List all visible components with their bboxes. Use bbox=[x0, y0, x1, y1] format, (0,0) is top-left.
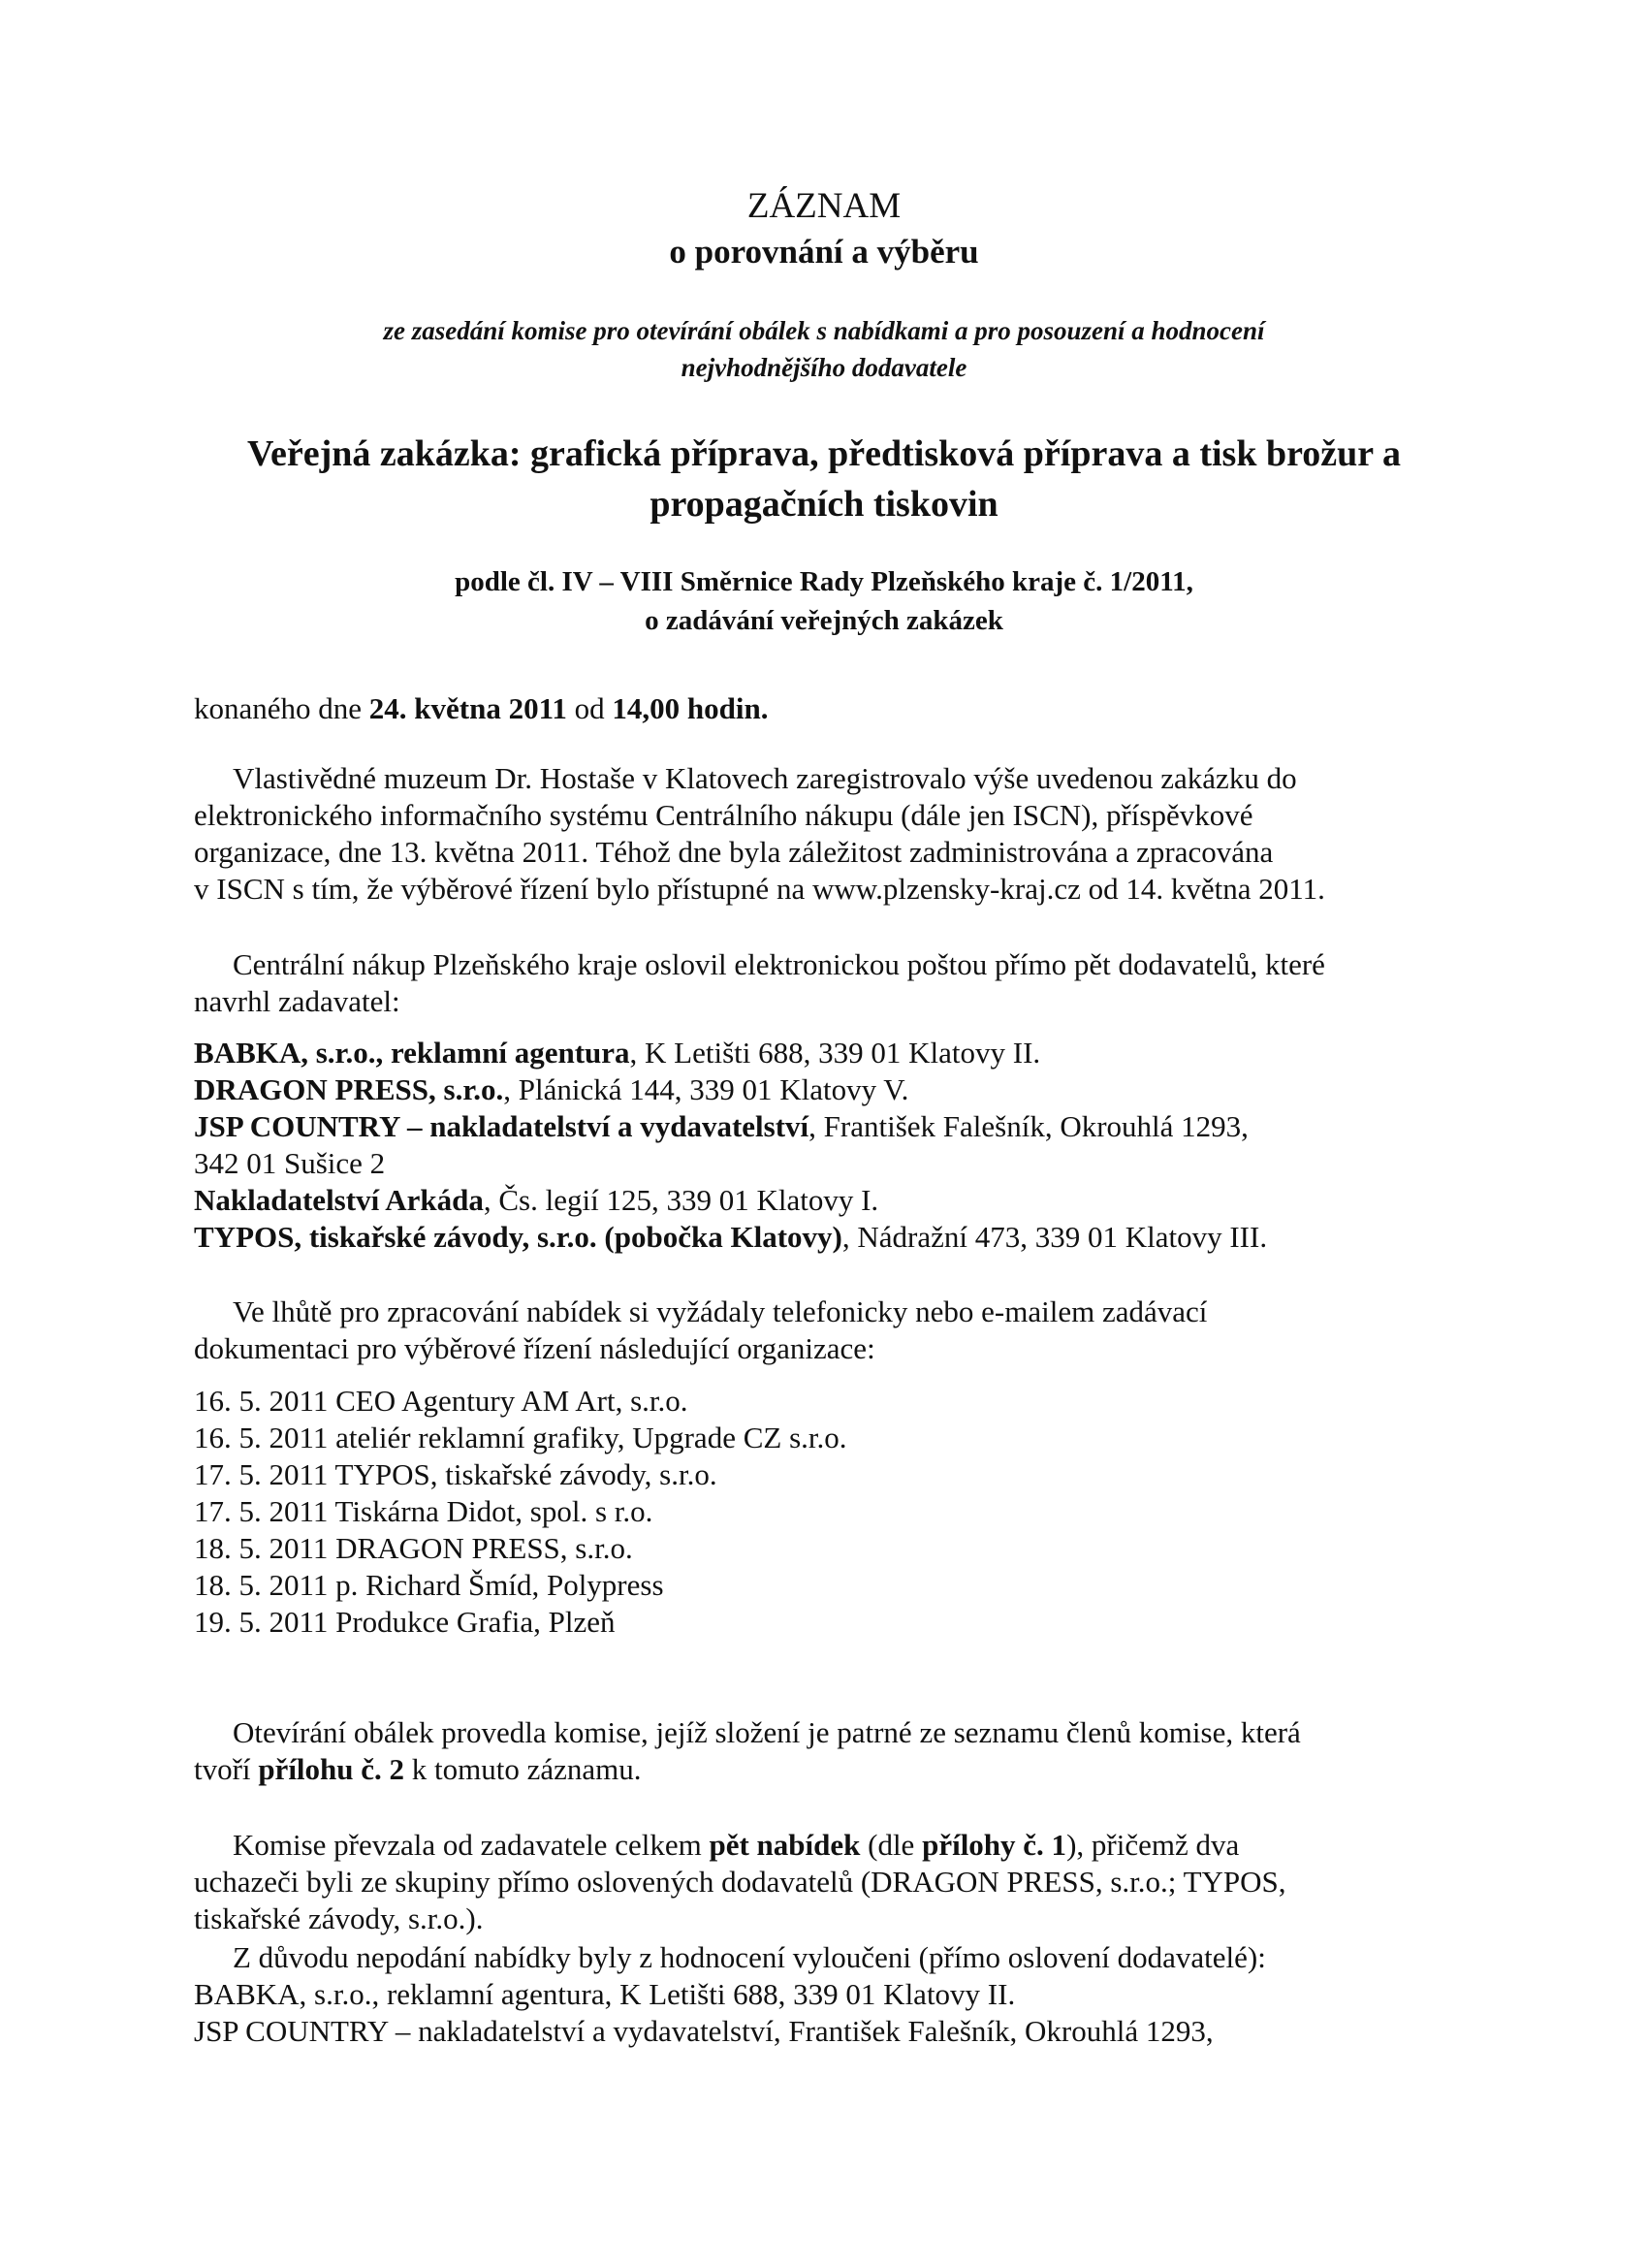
session-description bbox=[0, 312, 1648, 386]
annex-reference: přílohu č. 2 bbox=[258, 1752, 405, 1786]
supplier-item: 342 01 Sušice 2 bbox=[194, 1146, 386, 1180]
paragraph-line: Z důvodu nepodání nabídky byly z hodnocení vyloučeni (přímo oslovení dodavatelé): bbox=[233, 1940, 1266, 1974]
paragraph-line: organizace, dne 13. května 2011. Téhož dne byla záležitost zadministrována a zpracována bbox=[194, 835, 1274, 869]
tender-heading bbox=[0, 429, 1648, 529]
paragraph-line: tvoří přílohu č. 2 k tomuto záznamu. bbox=[194, 1752, 642, 1786]
request-item: 18. 5. 2011 p. Richard Šmíd, Polypress bbox=[194, 1568, 664, 1602]
paragraph-line: tiskařské závody, s.r.o.). bbox=[194, 1901, 484, 1935]
paragraph-line: Otevírání obálek provedla komise, jejíž složení je patrné ze seznamu členů komise, která bbox=[233, 1715, 1301, 1749]
paragraph-line: v ISCN s tím, že výběrové řízení bylo přístupné na www.plzensky-kraj.cz od 14. května 2011. bbox=[194, 872, 1325, 906]
document-title: ZÁZNAM bbox=[746, 186, 902, 226]
paragraph-line: Centrální nákup Plzeňského kraje oslovil elektronickou poštou přímo pět dodavatelů, které bbox=[233, 947, 1325, 981]
request-item: 17. 5. 2011 TYPOS, tiskařské závody, s.r.o. bbox=[194, 1457, 717, 1491]
supplier-item: DRAGON PRESS, s.r.o., Plánická 144, 339 01 Klatovy V. bbox=[194, 1072, 909, 1106]
request-item: 19. 5. 2011 Produkce Grafia, Plzeň bbox=[194, 1605, 616, 1639]
request-item: 16. 5. 2011 CEO Agentury AM Art, s.r.o. bbox=[194, 1384, 688, 1418]
paragraph-line: dokumentaci pro výběrové řízení následující organizace: bbox=[194, 1331, 875, 1365]
held-date: 24. května 2011 bbox=[368, 691, 567, 725]
paragraph-line: elektronického informačního systému Centrálního nákupu (dále jen ISCN), příspěvkové bbox=[194, 798, 1253, 832]
held-time: 14,00 hodin. bbox=[612, 691, 769, 725]
directive-reference bbox=[0, 562, 1648, 640]
document-subtitle: o porovnání a výběru bbox=[669, 233, 979, 271]
directive-line: podle čl. IV – VIII Směrnice Rady Plzeňského kraje č. 1/2011, bbox=[455, 566, 1193, 597]
paragraph-line: JSP COUNTRY – nakladatelství a vydavatelství, František Falešník, Okrouhlá 1293, bbox=[194, 2014, 1214, 2048]
supplier-item: Nakladatelství Arkáda, Čs. legií 125, 339 01 Klatovy I. bbox=[194, 1183, 879, 1217]
request-item: 18. 5. 2011 DRAGON PRESS, s.r.o. bbox=[194, 1531, 633, 1565]
tender-line: Veřejná zakázka: grafická příprava, předtisková příprava a tisk brožur a bbox=[247, 433, 1401, 474]
session-line: nejvhodnějšího dodavatele bbox=[681, 353, 967, 382]
directive-line: o zadávání veřejných zakázek bbox=[645, 605, 1003, 636]
paragraph-line: Vlastivědné muzeum Dr. Hostaše v Klatovech zaregistrovalo výše uvedenou zakázku do bbox=[233, 761, 1297, 795]
paragraph-line: navrhl zadavatel: bbox=[194, 984, 400, 1018]
paragraph-line: BABKA, s.r.o., reklamní agentura, K Letišti 688, 339 01 Klatovy II. bbox=[194, 1977, 1016, 2011]
supplier-item: TYPOS, tiskařské závody, s.r.o. (pobočka Klatovy), Nádražní 473, 339 01 Klatovy III. bbox=[194, 1220, 1268, 1254]
tender-line: propagačních tiskovin bbox=[650, 484, 998, 525]
supplier-item: JSP COUNTRY – nakladatelství a vydavatelství, František Falešník, Okrouhlá 1293, bbox=[194, 1109, 1249, 1143]
held-date-line: konaného dne 24. května 2011 od 14,00 hodin. bbox=[194, 691, 769, 725]
supplier-item: BABKA, s.r.o., reklamní agentura, K Letišti 688, 339 01 Klatovy II. bbox=[194, 1036, 1041, 1070]
paragraph-line: uchazeči byli ze skupiny přímo oslovených dodavatelů (DRAGON PRESS, s.r.o.; TYPOS, bbox=[194, 1865, 1286, 1899]
request-item: 17. 5. 2011 Tiskárna Didot, spol. s r.o. bbox=[194, 1494, 653, 1528]
paragraph-line: Ve lhůtě pro zpracování nabídek si vyžádaly telefonicky nebo e-mailem zadávací bbox=[233, 1294, 1208, 1328]
request-item: 16. 5. 2011 ateliér reklamní grafiky, Upgrade CZ s.r.o. bbox=[194, 1421, 847, 1454]
paragraph-line: Komise převzala od zadavatele celkem pět nabídek (dle přílohy č. 1), přičemž dva bbox=[233, 1828, 1240, 1862]
session-line: ze zasedání komise pro otevírání obálek s nabídkami a pro posouzení a hodnocení bbox=[383, 316, 1265, 345]
